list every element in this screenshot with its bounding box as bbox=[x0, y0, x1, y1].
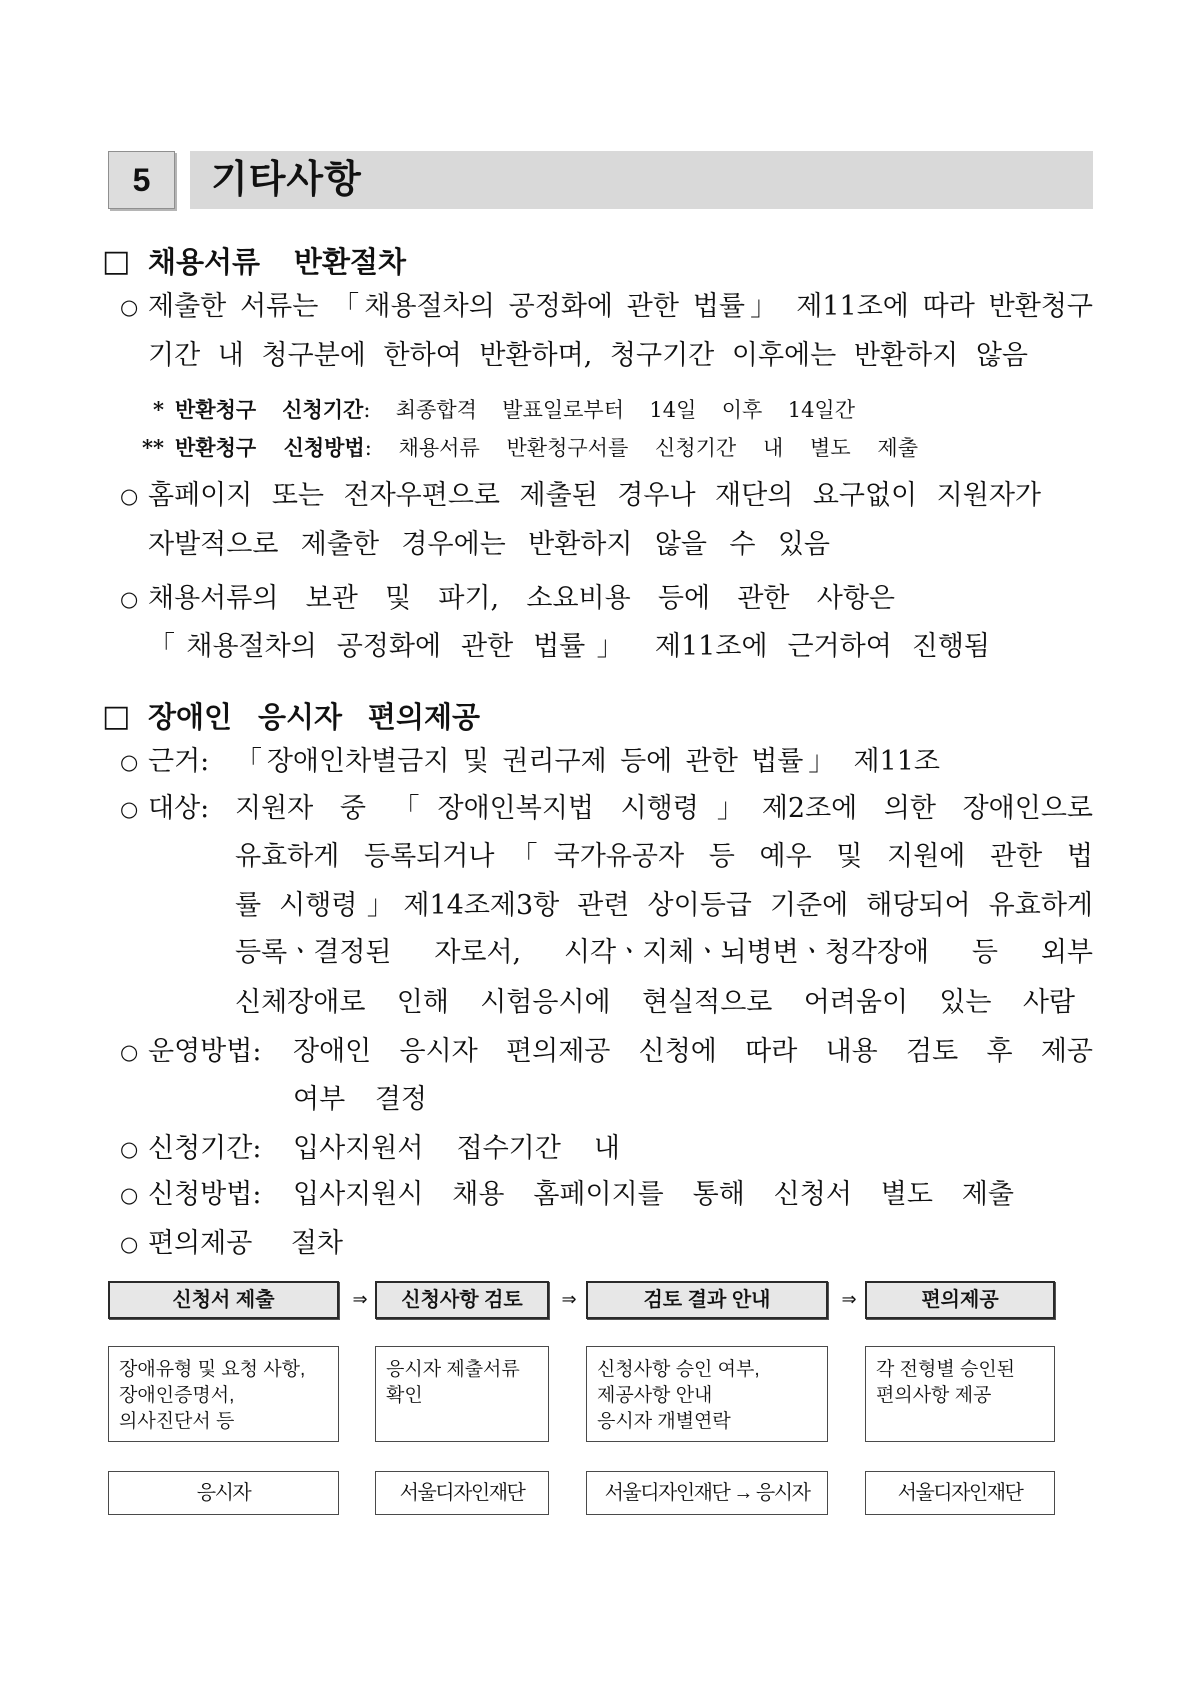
circle-bullet-icon: ○ bbox=[120, 1232, 139, 1256]
paragraph-line: 채용서류의 보관 및 파기, 소요비용 등에 관한 사항은 bbox=[148, 583, 895, 614]
process-step-title: 신청사항 검토 bbox=[375, 1281, 549, 1319]
paragraph-line: 「장애인차별금지 및 권리구제 등에 관한 법률」 제11조 bbox=[235, 746, 940, 777]
paragraph-line: 지원자 중 「장애인복지법 시행령」제2조에 의한 장애인으로 bbox=[235, 793, 1093, 824]
process-step-actor: 응시자 bbox=[108, 1471, 339, 1515]
footnote-label: 반환청구 신청방법 bbox=[175, 435, 365, 460]
detail-line: 의사진단서 등 bbox=[119, 1411, 235, 1432]
footnote-label: 반환청구 신청기간 bbox=[175, 397, 364, 422]
paragraph-line: 등록ㆍ결정된 자로서, 시각ㆍ지체ㆍ뇌병변ㆍ청각장애 등 외부 bbox=[235, 937, 1093, 968]
paragraph-line: 여부 결정 bbox=[293, 1084, 427, 1115]
double-arrow-icon: ⇒ bbox=[841, 1289, 857, 1310]
process-step-title: 검토 결과 안내 bbox=[586, 1281, 828, 1319]
section-title-bar bbox=[190, 151, 1093, 209]
paragraph-line: 률 시행령」제14조제3항 관련 상이등급 기준에 해당되어 유효하게 bbox=[235, 890, 1093, 921]
circle-bullet-icon: ○ bbox=[120, 1137, 139, 1161]
item-label: 운영방법: bbox=[148, 1036, 262, 1067]
square-bullet-icon: □ bbox=[102, 699, 131, 734]
paragraph-line: 홈페이지 또는 전자우편으로 제출된 경우나 재단의 요구없이 지원자가 bbox=[148, 480, 1041, 511]
paragraph-line: 자발적으로 제출한 경우에는 반환하지 않을 수 있음 bbox=[148, 529, 830, 560]
item-label: 신청방법: bbox=[148, 1179, 262, 1210]
footnote-text: : 최종합격 발표일로부터 14일 이후 14일간 bbox=[363, 398, 855, 422]
circle-bullet-icon: ○ bbox=[120, 797, 139, 821]
paragraph-line: 편의제공 절차 bbox=[148, 1228, 343, 1259]
paragraph-line: 제출한 서류는 「채용절차의 공정화에 관한 법률」 제11조에 따라 반환청구 bbox=[148, 291, 1093, 322]
paragraph-line: 입사지원서 접수기간 내 bbox=[293, 1133, 620, 1164]
subsection-title: 장애인 응시자 편의제공 bbox=[148, 700, 480, 734]
circle-bullet-icon: ○ bbox=[120, 750, 139, 774]
paragraph-line: 신체장애로 인해 시험응시에 현실적으로 어려움이 있는 사람 bbox=[235, 987, 1075, 1018]
paragraph-line: 기간 내 청구분에 한하여 반환하며, 청구기간 이후에는 반환하지 않음 bbox=[148, 340, 1028, 371]
footnote-mark: ** bbox=[142, 435, 164, 460]
process-step-detail bbox=[586, 1346, 828, 1442]
detail-line: 응시자 개별연락 bbox=[597, 1411, 731, 1432]
subsection-title: 채용서류 반환절차 bbox=[148, 245, 406, 279]
footnote-mark: * bbox=[153, 397, 164, 422]
process-step-actor: 서울디자인재단 bbox=[865, 1471, 1055, 1515]
circle-bullet-icon: ○ bbox=[120, 1183, 139, 1207]
detail-line: 장애유형 및 요청 사항, bbox=[119, 1359, 306, 1380]
process-step-title: 신청서 제출 bbox=[108, 1281, 339, 1319]
detail-line: 신청사항 승인 여부, bbox=[597, 1359, 760, 1380]
process-step-detail bbox=[108, 1346, 339, 1442]
paragraph-line: 장애인 응시자 편의제공 신청에 따라 내용 검토 후 제공 bbox=[293, 1036, 1093, 1067]
paragraph-line: 유효하게 등록되거나「국가유공자 등 예우 및 지원에 관한 법 bbox=[235, 841, 1093, 872]
paragraph-line: 입사지원시 채용 홈페이지를 통해 신청서 별도 제출 bbox=[293, 1179, 1014, 1210]
footnote-text: : 채용서류 반환청구서를 신청기간 내 별도 제출 bbox=[364, 436, 918, 460]
circle-bullet-icon: ○ bbox=[120, 1040, 139, 1064]
double-arrow-icon: ⇒ bbox=[561, 1289, 577, 1310]
double-arrow-icon: ⇒ bbox=[352, 1289, 368, 1310]
detail-line: 편의사항 제공 bbox=[876, 1385, 992, 1406]
detail-line: 응시자 제출서류 bbox=[386, 1359, 520, 1380]
item-label: 대상: bbox=[148, 793, 210, 824]
item-label: 근거: bbox=[148, 746, 210, 777]
footnote bbox=[175, 433, 918, 463]
section-title: 기타사항 bbox=[211, 159, 362, 201]
detail-line: 제공사항 안내 bbox=[597, 1385, 713, 1406]
detail-line: 각 전형별 승인된 bbox=[876, 1359, 1016, 1380]
square-bullet-icon: □ bbox=[102, 244, 131, 279]
detail-line: 확인 bbox=[386, 1385, 423, 1406]
section-number: 5 bbox=[108, 151, 175, 209]
process-step-detail bbox=[865, 1346, 1055, 1442]
process-step-title: 편의제공 bbox=[865, 1281, 1055, 1319]
process-step-detail bbox=[375, 1346, 549, 1442]
item-label: 신청기간: bbox=[148, 1133, 262, 1164]
circle-bullet-icon: ○ bbox=[120, 295, 139, 319]
circle-bullet-icon: ○ bbox=[120, 484, 139, 508]
process-step-actor: 서울디자인재단 bbox=[375, 1471, 549, 1515]
process-step-actor: 서울디자인재단 → 응시자 bbox=[586, 1471, 828, 1515]
paragraph-line: 「채용절차의 공정화에 관한 법률」 제11조에 근거하여 진행됨 bbox=[148, 631, 990, 662]
circle-bullet-icon: ○ bbox=[120, 587, 139, 611]
detail-line: 장애인증명서, bbox=[119, 1385, 235, 1406]
footnote bbox=[175, 395, 855, 425]
